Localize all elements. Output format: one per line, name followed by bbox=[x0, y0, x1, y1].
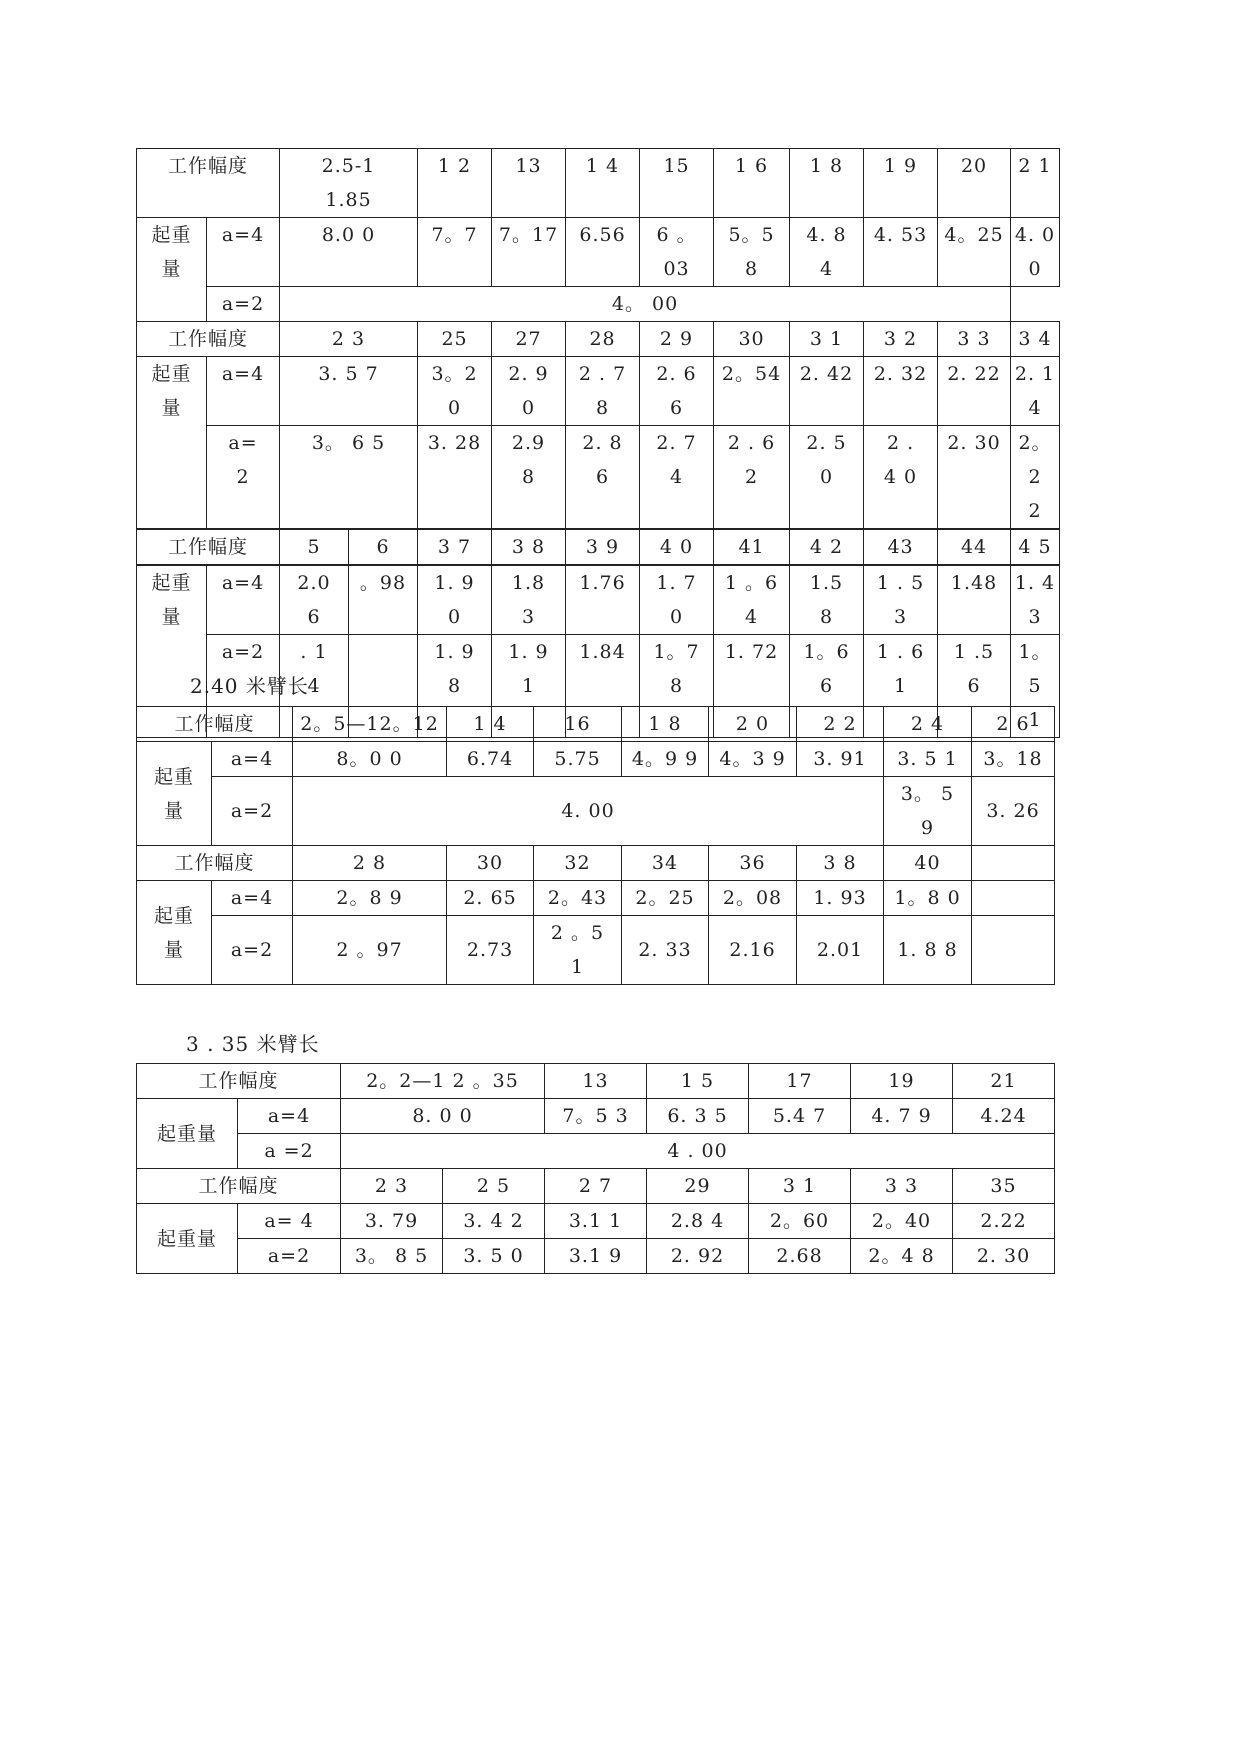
table-row bbox=[137, 1134, 1055, 1169]
table-cell: 3 8 bbox=[492, 529, 566, 565]
condition-label: a=2 bbox=[238, 1239, 341, 1274]
table-row bbox=[137, 916, 1055, 985]
table-cell: 1 4 bbox=[566, 149, 640, 218]
header-label: 工作幅度 bbox=[137, 149, 280, 218]
table-cell: 2 8 bbox=[293, 846, 447, 881]
table-cell: 2.73 bbox=[447, 916, 534, 985]
table-cell: 2。5—12。12 bbox=[293, 707, 447, 742]
table-cell: 1. 9 8 bbox=[418, 635, 492, 738]
table-cell: 2 . 7 8 bbox=[566, 357, 640, 426]
table-cell: 2.0 6 bbox=[280, 565, 349, 635]
table-cell: 1 。6 4 bbox=[714, 565, 790, 635]
table-row bbox=[137, 322, 1060, 357]
table-row bbox=[137, 149, 1060, 218]
table-cell: 6 bbox=[349, 529, 418, 565]
table-row bbox=[137, 1204, 1055, 1239]
table-cell: 8。0 0 bbox=[293, 742, 447, 777]
table-cell: 1 2 bbox=[418, 149, 492, 218]
row-label: 起重量 bbox=[137, 1204, 238, 1274]
table-cell: 4 5 bbox=[1011, 529, 1060, 565]
table-cell: 4. 00 bbox=[1011, 218, 1060, 287]
table-row bbox=[137, 287, 1060, 322]
table-cell: 3。 5 9 bbox=[884, 777, 972, 846]
table-cell: 1。6 6 bbox=[790, 635, 864, 738]
table-cell: 3。 6 5 bbox=[280, 426, 418, 530]
table-cell: 2 . 6 2 bbox=[714, 426, 790, 530]
table-row bbox=[137, 777, 1055, 846]
table-cell: 5。5 8 bbox=[714, 218, 790, 287]
table-cell: 36 bbox=[709, 846, 797, 881]
table-cell: 3 1 bbox=[749, 1169, 851, 1204]
table-cell: 2 。97 bbox=[293, 916, 447, 985]
table-cell: 2. 9 0 bbox=[492, 357, 566, 426]
table-cell: 1. 9 0 bbox=[418, 565, 492, 635]
condition-label: a =2 bbox=[238, 1134, 341, 1169]
table-cell: 1.48 bbox=[938, 565, 1011, 635]
table-cell: 4. 53 bbox=[864, 218, 938, 287]
header-label: 工作幅度 bbox=[137, 322, 280, 357]
table-cell: 3. 26 bbox=[972, 777, 1055, 846]
table-cell: 35 bbox=[953, 1169, 1055, 1204]
lifting-capacity-table-3 bbox=[136, 1063, 1055, 1274]
table-cell: 2。8 9 bbox=[293, 881, 447, 916]
row-label: 起重 量 bbox=[137, 218, 207, 322]
table-cell: 2。54 bbox=[714, 357, 790, 426]
table-row bbox=[137, 1064, 1055, 1099]
condition-label: a= 2 bbox=[207, 426, 280, 530]
condition-label: a= 4 bbox=[238, 1204, 341, 1239]
table-cell: 1 8 bbox=[622, 707, 709, 742]
table-cell bbox=[972, 881, 1055, 916]
table-cell: 3 4 bbox=[1011, 322, 1060, 357]
table-cell: 25 bbox=[418, 322, 492, 357]
header-label: 工作幅度 bbox=[137, 846, 293, 881]
table-row bbox=[137, 1099, 1055, 1134]
table-cell: 8. 0 0 bbox=[341, 1099, 545, 1134]
table-cell: 1.84 bbox=[566, 635, 640, 738]
table-cell: 15 bbox=[640, 149, 714, 218]
table-cell: 3 1 bbox=[790, 322, 864, 357]
table-cell: 1 . 6 1 bbox=[864, 635, 938, 738]
table-cell: 16 bbox=[534, 707, 622, 742]
table-cell: 1.8 3 bbox=[492, 565, 566, 635]
table-cell: 3 8 bbox=[797, 846, 884, 881]
table-cell: 6. 3 5 bbox=[647, 1099, 749, 1134]
table-cell: 2. 14 bbox=[1011, 357, 1060, 426]
table-cell: 2 5 bbox=[443, 1169, 545, 1204]
table-cell: 6 。 03 bbox=[640, 218, 714, 287]
table-cell: 20 bbox=[938, 149, 1011, 218]
table-cell: 2。4 8 bbox=[851, 1239, 953, 1274]
table-cell: 2 3 bbox=[280, 322, 418, 357]
condition-label: a=4 bbox=[207, 565, 280, 635]
table-cell: 2. 22 bbox=[938, 357, 1011, 426]
table-cell: 4. 7 9 bbox=[851, 1099, 953, 1134]
table-cell: 29 bbox=[647, 1169, 749, 1204]
table-cell: 3 9 bbox=[566, 529, 640, 565]
table-cell: 3. 5 1 bbox=[884, 742, 972, 777]
row-label: 起重量 bbox=[137, 1099, 238, 1169]
table-cell: 1 .5 6 bbox=[938, 635, 1011, 738]
table-cell: 34 bbox=[622, 846, 709, 881]
table-cell: 2。40 bbox=[851, 1204, 953, 1239]
table-cell: 2 1 bbox=[1011, 149, 1060, 218]
table-cell: 2.5-1 1.85 bbox=[280, 149, 418, 218]
table-cell: 3。18 bbox=[972, 742, 1055, 777]
table-cell: 1. 8 8 bbox=[884, 916, 972, 985]
table-cell: 3 2 bbox=[864, 322, 938, 357]
table-cell: 2 。5 1 bbox=[534, 916, 622, 985]
table-cell: 30 bbox=[447, 846, 534, 881]
table-cell: 4。9 9 bbox=[622, 742, 709, 777]
table-row bbox=[137, 707, 1055, 742]
table-cell: 2. 65 bbox=[447, 881, 534, 916]
table-cell: 44 bbox=[938, 529, 1011, 565]
table-cell: . 1 4 bbox=[280, 635, 349, 738]
table-cell: 3. 79 bbox=[341, 1204, 443, 1239]
table-cell: 2。2 2 bbox=[1011, 426, 1060, 530]
table-row bbox=[137, 565, 1060, 635]
table-cell: 2.16 bbox=[709, 916, 797, 985]
table-cell: 2. 33 bbox=[622, 916, 709, 985]
table-cell: 。98 bbox=[349, 565, 418, 635]
table-cell: 3. 28 bbox=[418, 426, 492, 530]
table-cell: 1 5 bbox=[647, 1064, 749, 1099]
table-cell: 2 2 bbox=[797, 707, 884, 742]
table-cell: 1.76 bbox=[566, 565, 640, 635]
row-label: 起重 量 bbox=[137, 357, 207, 530]
merged-value: 4. 00 bbox=[293, 777, 884, 846]
table-cell: 3 3 bbox=[938, 322, 1011, 357]
table-cell: 4 0 bbox=[640, 529, 714, 565]
row-label: 起重 量 bbox=[137, 881, 212, 985]
table-cell: 2.01 bbox=[797, 916, 884, 985]
table-cell: 3 7 bbox=[418, 529, 492, 565]
table-cell: 4. 8 4 bbox=[790, 218, 864, 287]
table-cell: 3。 8 5 bbox=[341, 1239, 443, 1274]
table-cell: 19 bbox=[851, 1064, 953, 1099]
table-cell: 3 3 bbox=[851, 1169, 953, 1204]
table-cell: 2. 30 bbox=[953, 1239, 1055, 1274]
table-cell: 30 bbox=[714, 322, 790, 357]
table-cell: 3。2 0 bbox=[418, 357, 492, 426]
condition-label: a=2 bbox=[207, 287, 280, 322]
table-cell: 2。2—1 2 。35 bbox=[341, 1064, 545, 1099]
table-cell: 2. 32 bbox=[864, 357, 938, 426]
table-cell: 2。60 bbox=[749, 1204, 851, 1239]
table-cell: 2。08 bbox=[709, 881, 797, 916]
table-cell: 40 bbox=[884, 846, 972, 881]
table-cell: 2。25 bbox=[622, 881, 709, 916]
table-cell: 1 6 bbox=[714, 149, 790, 218]
table-cell: 13 bbox=[492, 149, 566, 218]
table-cell: 32 bbox=[534, 846, 622, 881]
table-cell: 2.22 bbox=[953, 1204, 1055, 1239]
table-cell: 2. 7 4 bbox=[640, 426, 714, 530]
table-cell: 2.68 bbox=[749, 1239, 851, 1274]
table-cell: 13 bbox=[545, 1064, 647, 1099]
table-cell: 6.74 bbox=[447, 742, 534, 777]
table-cell: 3. 91 bbox=[797, 742, 884, 777]
table-cell: 3. 5 0 bbox=[443, 1239, 545, 1274]
table-row bbox=[137, 529, 1060, 565]
table-cell bbox=[972, 846, 1055, 881]
table-cell: 2. 6 6 bbox=[640, 357, 714, 426]
table-cell: 1 9 bbox=[864, 149, 938, 218]
table-row bbox=[137, 881, 1055, 916]
table-cell: 3.1 1 bbox=[545, 1204, 647, 1239]
table-cell: 3.1 9 bbox=[545, 1239, 647, 1274]
table-cell: 5.4 7 bbox=[749, 1099, 851, 1134]
lifting-capacity-table-1 bbox=[136, 148, 1060, 738]
header-label: 工作幅度 bbox=[137, 529, 280, 565]
table-row bbox=[137, 1169, 1055, 1204]
table-cell: 8.0 0 bbox=[280, 218, 418, 287]
header-label: 工作幅度 bbox=[137, 1064, 341, 1099]
table-cell: 1 8 bbox=[790, 149, 864, 218]
table-cell: 1 . 5 3 bbox=[864, 565, 938, 635]
table-cell: 2 7 bbox=[545, 1169, 647, 1204]
table-cell: 1.5 8 bbox=[790, 565, 864, 635]
table-cell: 2. 92 bbox=[647, 1239, 749, 1274]
table-row bbox=[137, 742, 1055, 777]
caption-40m-boom: 2.40 米臂长 bbox=[190, 674, 309, 698]
table-cell: 7。17 bbox=[492, 218, 566, 287]
table-cell bbox=[972, 916, 1055, 985]
condition-label: a=2 bbox=[212, 777, 293, 846]
table-cell: 2. 42 bbox=[790, 357, 864, 426]
table-row bbox=[137, 426, 1060, 530]
table-cell: 2。43 bbox=[534, 881, 622, 916]
table-cell: 4。25 bbox=[938, 218, 1011, 287]
condition-label: a=2 bbox=[212, 916, 293, 985]
table-cell: 2 0 bbox=[709, 707, 797, 742]
table-cell: 2. 8 6 bbox=[566, 426, 640, 530]
table-cell: 1. 43 bbox=[1011, 565, 1060, 635]
condition-label: a=4 bbox=[212, 881, 293, 916]
table-cell: 2 . 4 0 bbox=[864, 426, 938, 530]
table-cell: 2. 30 bbox=[938, 426, 1011, 530]
condition-label: a=4 bbox=[212, 742, 293, 777]
table-cell: 5.75 bbox=[534, 742, 622, 777]
row-label: 起重 量 bbox=[137, 565, 207, 738]
table-cell: 43 bbox=[864, 529, 938, 565]
table-row bbox=[137, 1239, 1055, 1274]
table-cell: 1。7 8 bbox=[640, 635, 714, 738]
merged-value: 4。 00 bbox=[280, 287, 1011, 322]
table-cell: 1. 9 1 bbox=[492, 635, 566, 738]
table-cell: 1. 72 bbox=[714, 635, 790, 738]
table-cell: 7。7 bbox=[418, 218, 492, 287]
table-cell: 17 bbox=[749, 1064, 851, 1099]
table-cell: 1。8 0 bbox=[884, 881, 972, 916]
table-cell: 4.24 bbox=[953, 1099, 1055, 1134]
caption-35m-boom: 3 . 35 米臂长 bbox=[186, 1032, 320, 1056]
table-cell: 6.56 bbox=[566, 218, 640, 287]
table-cell: 2. 5 0 bbox=[790, 426, 864, 530]
table-cell: 2 4 bbox=[884, 707, 972, 742]
table-cell: 1. 93 bbox=[797, 881, 884, 916]
table-row bbox=[137, 846, 1055, 881]
table-cell: 3. 4 2 bbox=[443, 1204, 545, 1239]
row-label: 起重 量 bbox=[137, 742, 212, 846]
table-cell: 28 bbox=[566, 322, 640, 357]
table-cell: 2 6 bbox=[972, 707, 1055, 742]
condition-label: a=4 bbox=[207, 357, 280, 426]
table-cell: 4。3 9 bbox=[709, 742, 797, 777]
header-label: 工作幅度 bbox=[137, 1169, 341, 1204]
table-cell: 27 bbox=[492, 322, 566, 357]
table-cell: 4 2 bbox=[790, 529, 864, 565]
condition-label: a=4 bbox=[238, 1099, 341, 1134]
lifting-capacity-table-2 bbox=[136, 706, 1055, 985]
header-label: 工作幅度 bbox=[137, 707, 293, 742]
table-cell: 5 bbox=[280, 529, 349, 565]
table-cell: 2 3 bbox=[341, 1169, 443, 1204]
condition-label: a=4 bbox=[207, 218, 280, 287]
table-row bbox=[137, 357, 1060, 426]
table-cell: 21 bbox=[953, 1064, 1055, 1099]
table-cell: 41 bbox=[714, 529, 790, 565]
table-cell: 1. 7 0 bbox=[640, 565, 714, 635]
merged-value: 4 . 00 bbox=[341, 1134, 1055, 1169]
table-cell: 1。5 1 bbox=[1011, 635, 1060, 738]
condition-label: a=2 bbox=[207, 635, 280, 738]
table-cell: 2.8 4 bbox=[647, 1204, 749, 1239]
table-cell: 2 9 bbox=[640, 322, 714, 357]
table-cell: 7。5 3 bbox=[545, 1099, 647, 1134]
table-row bbox=[137, 218, 1060, 287]
table-cell: 2.9 8 bbox=[492, 426, 566, 530]
table-cell: 1 4 bbox=[447, 707, 534, 742]
table-cell: 3. 5 7 bbox=[280, 357, 418, 426]
